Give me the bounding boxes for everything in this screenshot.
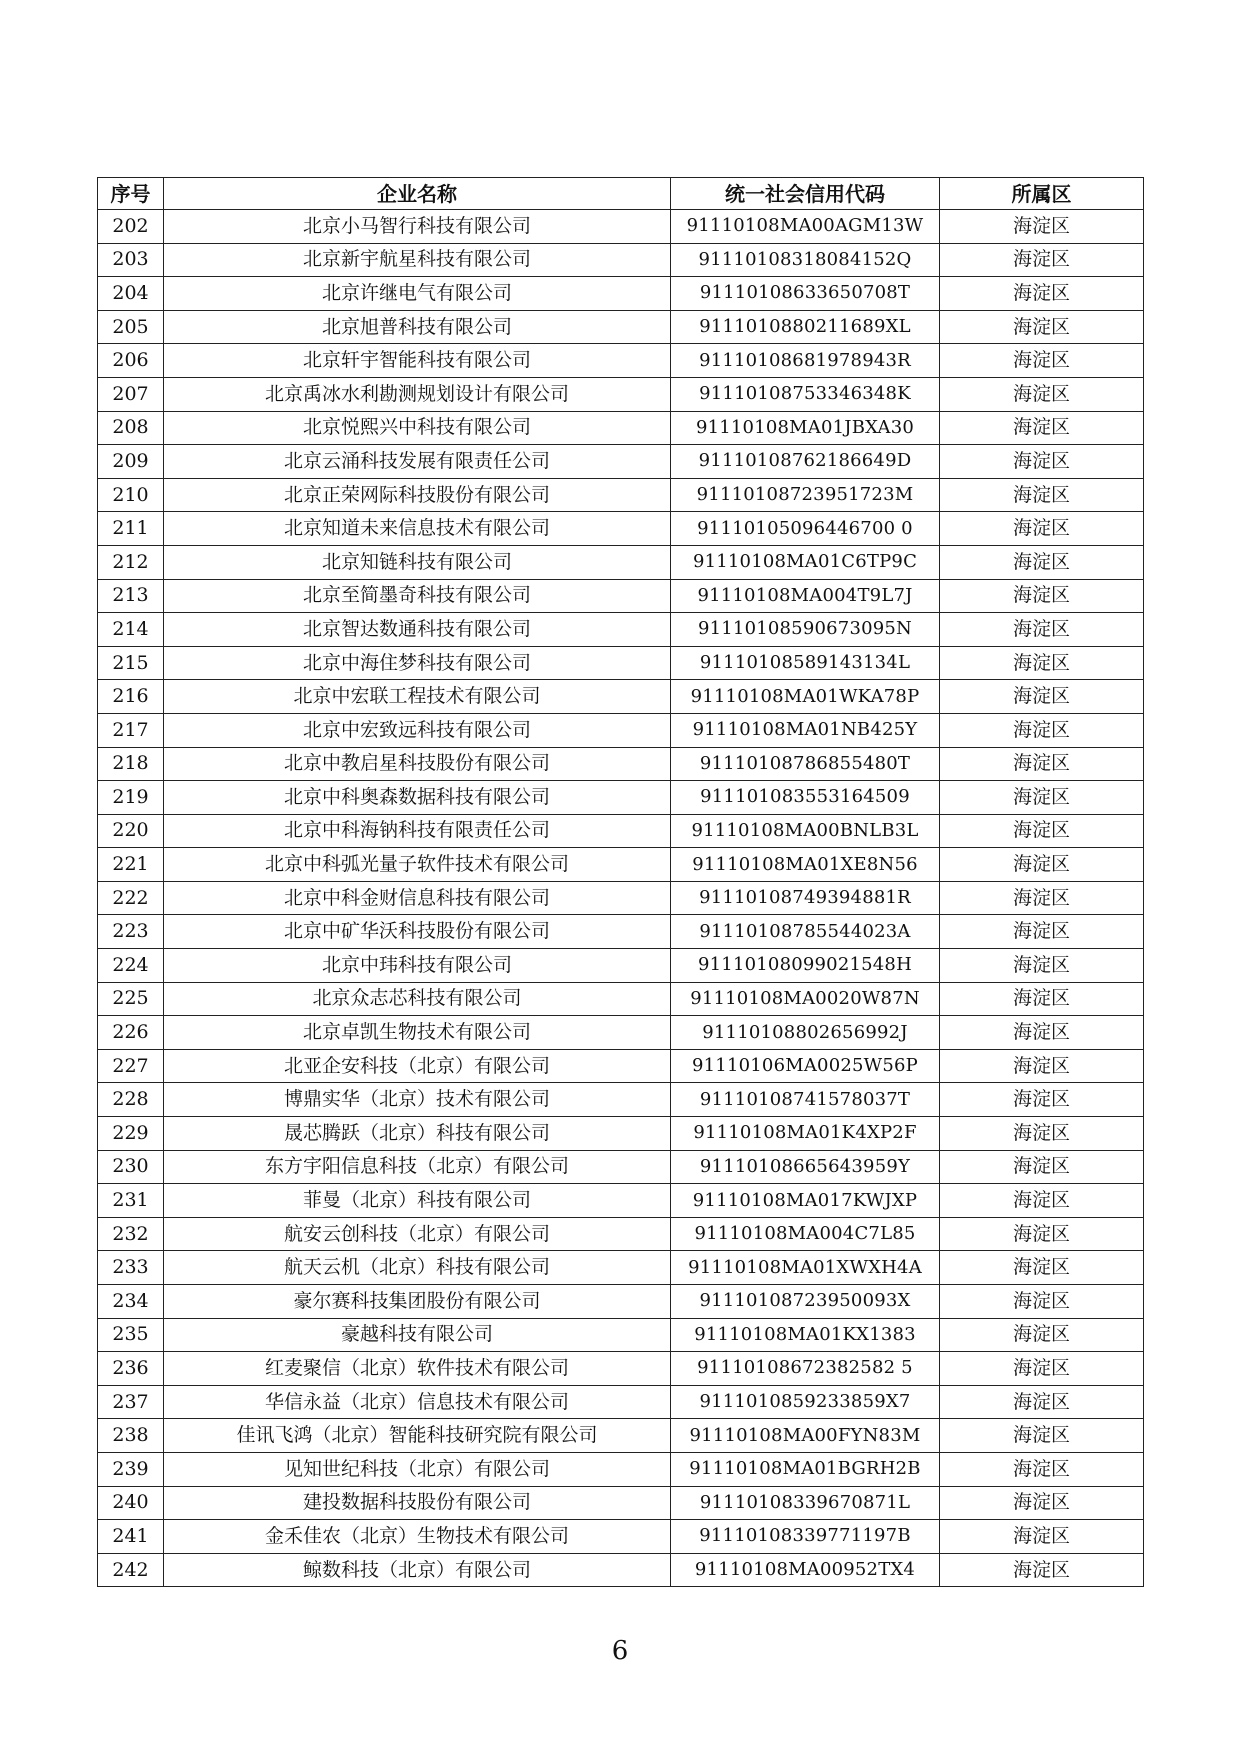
cell-company-name: 建投数据科技股份有限公司: [164, 1486, 671, 1520]
cell-serial-number: 235: [98, 1318, 164, 1352]
cell-district: 海淀区: [940, 1419, 1144, 1453]
cell-serial-number: 221: [98, 848, 164, 882]
cell-district: 海淀区: [940, 680, 1144, 714]
cell-district: 海淀区: [940, 277, 1144, 311]
table-row: [98, 814, 1144, 848]
cell-company-name: 北京中教启星科技股份有限公司: [164, 747, 671, 781]
cell-credit-code: 91110108MA017KWJXP: [671, 1184, 940, 1218]
cell-serial-number: 219: [98, 781, 164, 815]
cell-credit-code: 91110108MA01NB425Y: [671, 713, 940, 747]
cell-serial-number: 234: [98, 1285, 164, 1319]
cell-credit-code: 91110108741578037T: [671, 1083, 940, 1117]
cell-credit-code: 91110105096446700 0: [671, 512, 940, 546]
table-header-row: [98, 178, 1144, 210]
cell-district: 海淀区: [940, 1217, 1144, 1251]
cell-serial-number: 213: [98, 579, 164, 613]
table-row: [98, 713, 1144, 747]
cell-serial-number: 240: [98, 1486, 164, 1520]
cell-company-name: 豪越科技有限公司: [164, 1318, 671, 1352]
cell-company-name: 北京云涌科技发展有限责任公司: [164, 445, 671, 479]
header-credit-code: 统一社会信用代码: [671, 178, 940, 210]
cell-district: 海淀区: [940, 982, 1144, 1016]
cell-credit-code: 91110108762186649D: [671, 445, 940, 479]
table-row: [98, 411, 1144, 445]
cell-company-name: 北京中海住梦科技有限公司: [164, 646, 671, 680]
cell-district: 海淀区: [940, 1486, 1144, 1520]
cell-district: 海淀区: [940, 1520, 1144, 1554]
cell-serial-number: 215: [98, 646, 164, 680]
cell-company-name: 北京中玮科技有限公司: [164, 949, 671, 983]
cell-credit-code: 91110108MA00952TX4: [671, 1553, 940, 1587]
table-row: [98, 277, 1144, 311]
cell-credit-code: 91110108590673095N: [671, 613, 940, 647]
cell-serial-number: 227: [98, 1049, 164, 1083]
table-row: [98, 1520, 1144, 1554]
header-serial-number: 序号: [98, 178, 164, 210]
cell-credit-code: 91110108785544023A: [671, 915, 940, 949]
table-row: [98, 445, 1144, 479]
cell-credit-code: 91110108802656992J: [671, 1016, 940, 1050]
cell-credit-code: 91110108MA00AGM13W: [671, 210, 940, 244]
table-row: [98, 1486, 1144, 1520]
cell-serial-number: 217: [98, 713, 164, 747]
cell-company-name: 北京知道未来信息技术有限公司: [164, 512, 671, 546]
cell-district: 海淀区: [940, 579, 1144, 613]
table-row: [98, 1217, 1144, 1251]
cell-serial-number: 224: [98, 949, 164, 983]
cell-credit-code: 91110108681978943R: [671, 344, 940, 378]
page-number: 6: [611, 1636, 629, 1666]
cell-district: 海淀区: [940, 243, 1144, 277]
table-row: [98, 781, 1144, 815]
cell-company-name: 博鼎实华（北京）技术有限公司: [164, 1083, 671, 1117]
cell-company-name: 北京知链科技有限公司: [164, 545, 671, 579]
cell-district: 海淀区: [940, 1352, 1144, 1386]
cell-company-name: 北京中宏致远科技有限公司: [164, 713, 671, 747]
cell-serial-number: 232: [98, 1217, 164, 1251]
cell-serial-number: 211: [98, 512, 164, 546]
cell-credit-code: 91110108MA0020W87N: [671, 982, 940, 1016]
cell-company-name: 见知世纪科技（北京）有限公司: [164, 1452, 671, 1486]
cell-serial-number: 205: [98, 310, 164, 344]
cell-credit-code: 91110108MA01BGRH2B: [671, 1452, 940, 1486]
table-row: [98, 646, 1144, 680]
cell-credit-code: 91110108MA01XE8N56: [671, 848, 940, 882]
table-row: [98, 613, 1144, 647]
table-row: [98, 1251, 1144, 1285]
cell-company-name: 航安云创科技（北京）有限公司: [164, 1217, 671, 1251]
table-row: [98, 848, 1144, 882]
cell-company-name: 北京卓凯生物技术有限公司: [164, 1016, 671, 1050]
cell-company-name: 航天云机（北京）科技有限公司: [164, 1251, 671, 1285]
cell-district: 海淀区: [940, 445, 1144, 479]
cell-serial-number: 208: [98, 411, 164, 445]
cell-company-name: 北京旭普科技有限公司: [164, 310, 671, 344]
table-row: [98, 1352, 1144, 1386]
cell-serial-number: 225: [98, 982, 164, 1016]
cell-credit-code: 91110108MA01XWXH4A: [671, 1251, 940, 1285]
cell-credit-code: 91110108753346348K: [671, 377, 940, 411]
cell-district: 海淀区: [940, 310, 1144, 344]
cell-district: 海淀区: [940, 949, 1144, 983]
cell-company-name: 北京正荣网际科技股份有限公司: [164, 478, 671, 512]
table-row: [98, 915, 1144, 949]
cell-company-name: 北京中科海钠科技有限责任公司: [164, 814, 671, 848]
cell-district: 海淀区: [940, 1318, 1144, 1352]
cell-company-name: 北京中宏联工程技术有限公司: [164, 680, 671, 714]
table-row: [98, 1553, 1144, 1587]
cell-serial-number: 216: [98, 680, 164, 714]
cell-district: 海淀区: [940, 646, 1144, 680]
cell-company-name: 豪尔赛科技集团股份有限公司: [164, 1285, 671, 1319]
cell-serial-number: 239: [98, 1452, 164, 1486]
cell-district: 海淀区: [940, 848, 1144, 882]
table-row: [98, 579, 1144, 613]
cell-credit-code: 91110108MA01C6TP9C: [671, 545, 940, 579]
table-row: [98, 1150, 1144, 1184]
table-row: [98, 1117, 1144, 1151]
cell-serial-number: 229: [98, 1117, 164, 1151]
cell-credit-code: 911101083553164509: [671, 781, 940, 815]
cell-district: 海淀区: [940, 781, 1144, 815]
table-row: [98, 545, 1144, 579]
cell-district: 海淀区: [940, 1083, 1144, 1117]
cell-district: 海淀区: [940, 344, 1144, 378]
table-row: [98, 881, 1144, 915]
cell-company-name: 北京禹冰水利勘测规划设计有限公司: [164, 377, 671, 411]
cell-credit-code: 9111010880211689XL: [671, 310, 940, 344]
cell-district: 海淀区: [940, 881, 1144, 915]
cell-serial-number: 210: [98, 478, 164, 512]
cell-district: 海淀区: [940, 713, 1144, 747]
cell-company-name: 北京新宇航星科技有限公司: [164, 243, 671, 277]
cell-company-name: 金禾佳农（北京）生物技术有限公司: [164, 1520, 671, 1554]
cell-credit-code: 91110108723951723M: [671, 478, 940, 512]
cell-serial-number: 206: [98, 344, 164, 378]
cell-credit-code: 91110108MA004C7L85: [671, 1217, 940, 1251]
cell-district: 海淀区: [940, 1150, 1144, 1184]
cell-district: 海淀区: [940, 210, 1144, 244]
cell-district: 海淀区: [940, 411, 1144, 445]
cell-company-name: 北京至简墨奇科技有限公司: [164, 579, 671, 613]
cell-company-name: 北京智达数通科技有限公司: [164, 613, 671, 647]
table-row: [98, 747, 1144, 781]
cell-credit-code: 91110108MA00BNLB3L: [671, 814, 940, 848]
cell-credit-code: 91110108MA01JBXA30: [671, 411, 940, 445]
table-row: [98, 680, 1144, 714]
cell-credit-code: 91110108665643959Y: [671, 1150, 940, 1184]
table-row: [98, 344, 1144, 378]
cell-serial-number: 226: [98, 1016, 164, 1050]
cell-credit-code: 91110108MA01WKA78P: [671, 680, 940, 714]
cell-serial-number: 242: [98, 1553, 164, 1587]
cell-district: 海淀区: [940, 377, 1144, 411]
cell-company-name: 北京轩宇智能科技有限公司: [164, 344, 671, 378]
cell-district: 海淀区: [940, 1251, 1144, 1285]
cell-company-name: 北亚企安科技（北京）有限公司: [164, 1049, 671, 1083]
cell-credit-code: 91110108MA004T9L7J: [671, 579, 940, 613]
table-row: [98, 1385, 1144, 1419]
cell-district: 海淀区: [940, 512, 1144, 546]
table-row: [98, 982, 1144, 1016]
cell-company-name: 北京中科弧光量子软件技术有限公司: [164, 848, 671, 882]
cell-company-name: 鲸数科技（北京）有限公司: [164, 1553, 671, 1587]
table-row: [98, 512, 1144, 546]
cell-serial-number: 203: [98, 243, 164, 277]
cell-company-name: 佳讯飞鸿（北京）智能科技研究院有限公司: [164, 1419, 671, 1453]
cell-company-name: 北京小马智行科技有限公司: [164, 210, 671, 244]
cell-district: 海淀区: [940, 1049, 1144, 1083]
cell-district: 海淀区: [940, 1553, 1144, 1587]
table-row: [98, 1285, 1144, 1319]
table-row: [98, 478, 1144, 512]
cell-credit-code: 91110108749394881R: [671, 881, 940, 915]
cell-serial-number: 241: [98, 1520, 164, 1554]
cell-company-name: 菲曼（北京）科技有限公司: [164, 1184, 671, 1218]
cell-credit-code: 91110108339771197B: [671, 1520, 940, 1554]
cell-serial-number: 222: [98, 881, 164, 915]
table-row: [98, 210, 1144, 244]
table-row: [98, 1452, 1144, 1486]
cell-serial-number: 228: [98, 1083, 164, 1117]
cell-district: 海淀区: [940, 613, 1144, 647]
cell-serial-number: 230: [98, 1150, 164, 1184]
cell-credit-code: 91110108589143134L: [671, 646, 940, 680]
cell-district: 海淀区: [940, 747, 1144, 781]
cell-district: 海淀区: [940, 814, 1144, 848]
cell-serial-number: 212: [98, 545, 164, 579]
cell-credit-code: 91110108MA01KX1383: [671, 1318, 940, 1352]
cell-credit-code: 91110108672382582 5: [671, 1352, 940, 1386]
cell-district: 海淀区: [940, 545, 1144, 579]
header-company-name: 企业名称: [164, 178, 671, 210]
cell-company-name: 北京许继电气有限公司: [164, 277, 671, 311]
cell-credit-code: 91110108099021548H: [671, 949, 940, 983]
table-row: [98, 1083, 1144, 1117]
cell-company-name: 东方宇阳信息科技（北京）有限公司: [164, 1150, 671, 1184]
cell-credit-code: 91110108MA00FYN83M: [671, 1419, 940, 1453]
cell-serial-number: 218: [98, 747, 164, 781]
cell-company-name: 北京悦熙兴中科技有限公司: [164, 411, 671, 445]
table-row: [98, 1049, 1144, 1083]
cell-serial-number: 209: [98, 445, 164, 479]
cell-credit-code: 91110108723950093X: [671, 1285, 940, 1319]
cell-serial-number: 238: [98, 1419, 164, 1453]
cell-serial-number: 214: [98, 613, 164, 647]
cell-credit-code: 91110108318084152Q: [671, 243, 940, 277]
table-row: [98, 310, 1144, 344]
cell-district: 海淀区: [940, 1016, 1144, 1050]
cell-credit-code: 91110108339670871L: [671, 1486, 940, 1520]
cell-district: 海淀区: [940, 915, 1144, 949]
table-row: [98, 377, 1144, 411]
cell-credit-code: 91110106MA0025W56P: [671, 1049, 940, 1083]
cell-district: 海淀区: [940, 1385, 1144, 1419]
cell-credit-code: 91110108MA01K4XP2F: [671, 1117, 940, 1151]
table-row: [98, 1184, 1144, 1218]
cell-credit-code: 9111010859233859X7: [671, 1385, 940, 1419]
cell-serial-number: 237: [98, 1385, 164, 1419]
cell-district: 海淀区: [940, 1184, 1144, 1218]
cell-company-name: 北京中科奥森数据科技有限公司: [164, 781, 671, 815]
header-district: 所属区: [940, 178, 1144, 210]
cell-district: 海淀区: [940, 478, 1144, 512]
cell-credit-code: 91110108786855480T: [671, 747, 940, 781]
cell-serial-number: 204: [98, 277, 164, 311]
company-table: [97, 177, 1144, 1587]
table-row: [98, 1016, 1144, 1050]
table-row: [98, 949, 1144, 983]
table-row: [98, 243, 1144, 277]
table-row: [98, 1419, 1144, 1453]
cell-serial-number: 207: [98, 377, 164, 411]
cell-company-name: 红麦聚信（北京）软件技术有限公司: [164, 1352, 671, 1386]
cell-district: 海淀区: [940, 1452, 1144, 1486]
cell-serial-number: 231: [98, 1184, 164, 1218]
cell-serial-number: 236: [98, 1352, 164, 1386]
cell-credit-code: 91110108633650708T: [671, 277, 940, 311]
table-body: [98, 210, 1144, 1587]
table-row: [98, 1318, 1144, 1352]
cell-company-name: 华信永益（北京）信息技术有限公司: [164, 1385, 671, 1419]
cell-serial-number: 233: [98, 1251, 164, 1285]
cell-serial-number: 223: [98, 915, 164, 949]
cell-company-name: 北京中科金财信息科技有限公司: [164, 881, 671, 915]
cell-serial-number: 202: [98, 210, 164, 244]
cell-company-name: 北京众志芯科技有限公司: [164, 982, 671, 1016]
cell-district: 海淀区: [940, 1117, 1144, 1151]
cell-company-name: 晟芯腾跃（北京）科技有限公司: [164, 1117, 671, 1151]
cell-serial-number: 220: [98, 814, 164, 848]
cell-district: 海淀区: [940, 1285, 1144, 1319]
cell-company-name: 北京中矿华沃科技股份有限公司: [164, 915, 671, 949]
